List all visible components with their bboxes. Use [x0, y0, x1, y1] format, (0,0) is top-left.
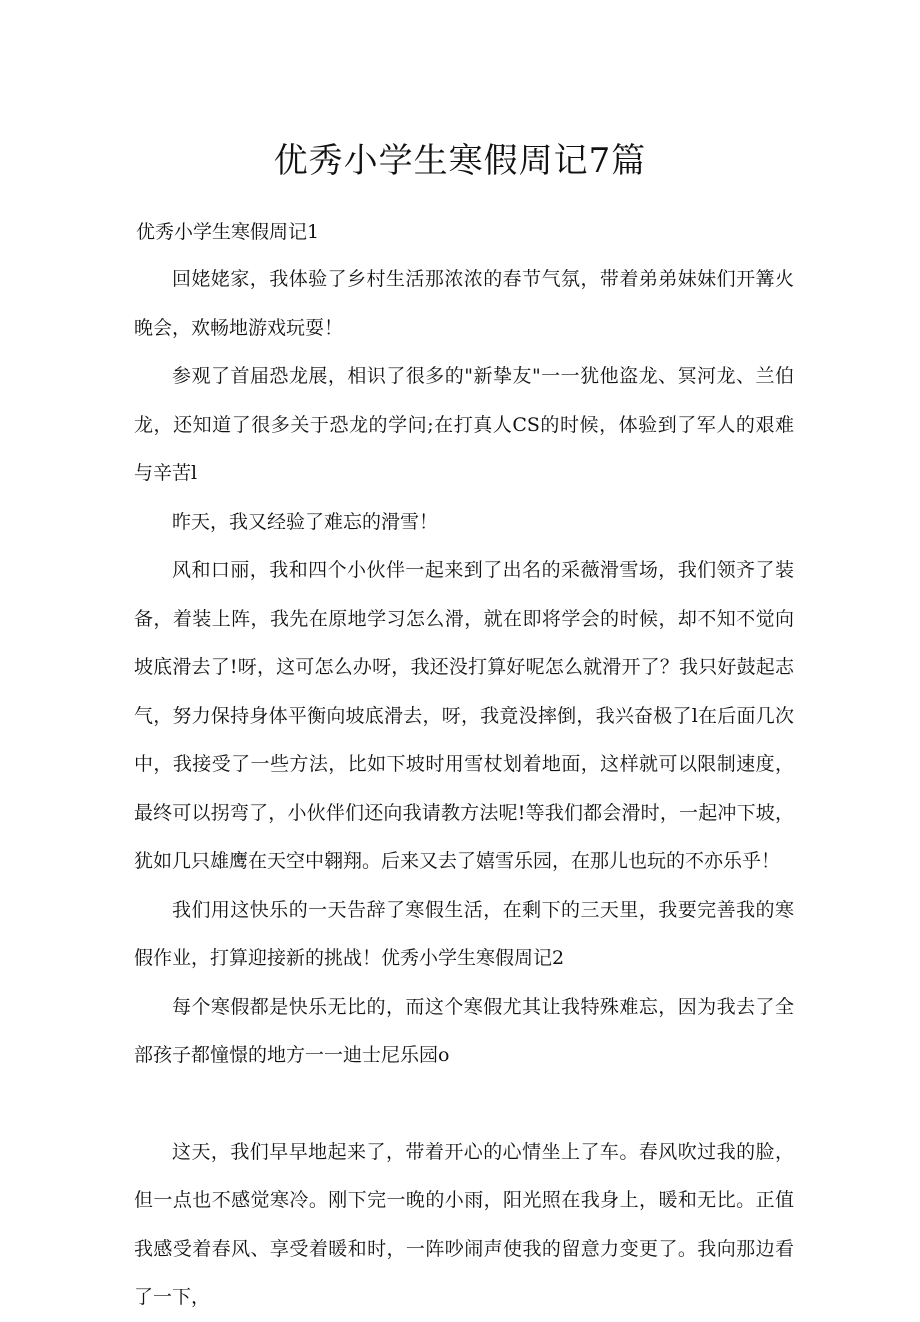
paragraph: 昨天，我又经验了难忘的滑雪！	[172, 510, 439, 533]
paragraph: 参观了首届恐龙展，相识了很多的"新挚友"一一犹他盗龙、冥河龙、兰伯龙，还知道了很多关于恐龙的学问;在打真人CS的时候，体验到了军人的艰难与辛苦l	[134, 365, 794, 484]
body-text	[134, 255, 794, 1322]
paragraph: 每个寒假都是快乐无比的，而这个寒假尤其让我特殊难忘，因为我去了全部孩子都憧憬的地方一一迪士尼乐园o	[134, 995, 794, 1066]
section-heading: 优秀小学生寒假周记1	[136, 221, 320, 243]
paragraph: 风和口丽，我和四个小伙伴一起来到了出名的采薇滑雪场，我们领齐了装备，着装上阵，我先在原地学习怎么滑，就在即将学会的时候，却不知不觉向坡底滑去了!呀，这可怎么办呀，我还没打算好呢怎么就滑开了？我只好鼓起志气，努力保持身体平衡向坡底滑去，呀，我竟没摔倒，我兴奋极了l在后面几次中，我接受了一些方法，比如下坡时用雪杖划着地面，这样就可以限制速度，最终可以拐弯了，小伙伴们还向我请教方法呢!等我们都会滑时，一起冲下坡，犹如几只雄鹰在天空中翱翔。后来又去了嬉雪乐园，在那儿也玩的不亦乐乎！	[134, 559, 794, 872]
paragraph: 这天，我们早早地起来了，带着开心的心情坐上了车。春风吹过我的脸，但一点也不感觉寒冷。刚下完一晚的小雨，阳光照在我身上，暖和无比。正值我感受着春风、享受着暖和时，一阵吵闹声使我的留意力变更了。我向那边看了一下，	[134, 1140, 794, 1308]
document-title: 优秀小学生寒假周记7篇	[273, 141, 647, 181]
paragraph: 回姥姥家，我体验了乡村生活那浓浓的春节气氛，带着弟弟妹妹们开篝火晚会，欢畅地游戏玩耍！	[134, 268, 794, 339]
paragraph: 我们用这快乐的一天告辞了寒假生活，在剩下的三天里，我要完善我的寒假作业，打算迎接新的挑战！优秀小学生寒假周记2	[134, 898, 794, 969]
